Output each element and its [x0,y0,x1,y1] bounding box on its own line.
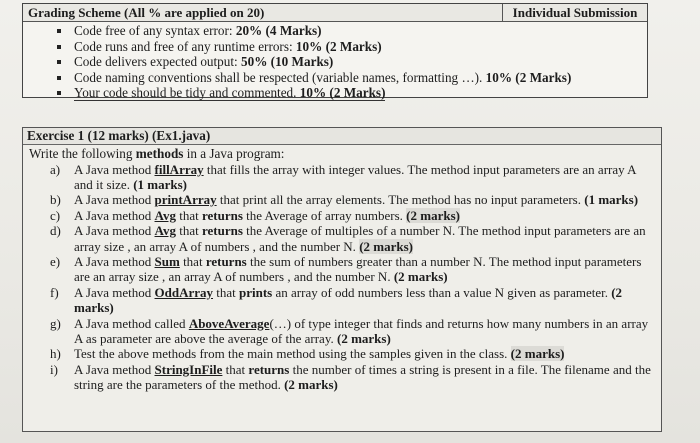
item-text: A Java method [74,361,155,377]
exercise-item-e [23,254,661,285]
method-name: StringInFile [154,361,223,377]
grading-item-text: Code delivers expected output: [74,54,241,70]
item-text: an array of odd numbers less than a value N given as parameter. [272,284,612,300]
grading-item [23,39,647,55]
item-letter: f) [50,284,59,300]
intro-bold: methods [135,146,184,161]
exercise-intro [23,145,661,162]
grading-list [23,22,647,101]
exercise-title: Exercise 1 (12 marks) (Ex1.java) [23,128,661,145]
item-marks: (2 marks) [74,284,623,316]
grading-item-marks: 20% (4 Marks) [235,23,322,38]
item-text: the Average of array numbers. [242,207,407,223]
item-letter: d) [50,223,61,239]
submission-type: Individual Submission [502,4,647,21]
method-name: Avg [154,223,176,239]
item-bold: returns [201,207,243,223]
bullet-icon [57,29,61,33]
exercise-item-c [23,208,661,223]
exercise-item-a [23,162,661,193]
method-name: AboveAverage [188,315,270,331]
grading-item-underlined [74,85,385,101]
exercise-item-h [23,346,661,361]
grading-header [23,4,647,22]
item-text: that fills the array with integer values. The method input parameters are an array A and it size. [74,161,636,192]
exercise-item-d [23,223,661,254]
bullet-icon [57,45,61,49]
item-marks: (2 marks) [406,207,460,223]
item-bold: returns [205,253,247,269]
bullet-icon [57,76,61,80]
grading-item-text: Code free of any syntax error: [74,23,236,38]
item-letter: b) [50,192,61,208]
grading-item [23,85,647,101]
grading-item-text: Code naming conventions shall be respected (variable names, formatting …). [74,69,486,85]
bullet-icon [57,60,61,64]
item-text: the sum of numbers greater than a number N. The method input parameters are an array size , an array A of numbers , and the number N. [74,253,642,285]
item-text: A Java method [74,207,155,223]
grading-title: Grading Scheme (All % are applied on 20) [28,5,265,20]
method-name: fillArray [154,161,204,177]
item-bold: returns [201,223,243,239]
item-marks: (1 marks) [584,192,639,208]
item-text: that [179,253,206,269]
grading-item-marks: 50% (10 Marks) [241,54,334,70]
item-bold: returns [248,361,290,377]
grading-item-marks: 10% (2 Marks) [295,38,382,54]
item-letter: a) [50,161,61,177]
bullet-icon [57,91,61,95]
exercise-item-b [23,192,661,207]
grading-item [23,54,647,70]
method-name: printArray [154,192,217,208]
method-name: OddArray [154,284,214,300]
item-bold: prints [239,284,273,300]
item-letter: i) [50,361,58,377]
item-letter: g) [50,315,61,331]
item-letter: h) [50,346,61,362]
item-text: A Java method called [74,315,189,331]
intro-text: Write the following [29,146,136,161]
item-marks: (2 marks) [359,238,413,254]
grading-scheme-box [22,3,648,101]
item-text: that [222,361,249,377]
item-marks: (2 marks) [393,269,448,285]
item-text: A Java method [74,284,155,300]
item-text: A Java method [74,161,155,177]
method-name: Avg [154,207,176,223]
exercise-box [22,127,662,432]
item-text: that [213,284,240,300]
grading-item-marks: 10% (2 Marks) [299,85,386,101]
item-text: A Java method [74,253,155,269]
item-text: that print all the array elements. The method has no input parameters. [216,192,585,208]
item-letter: e) [50,253,61,269]
exercise-list [23,162,661,393]
grading-item-text: Your code should be tidy and commented. [74,85,300,101]
item-marks: (2 marks) [284,377,338,393]
item-text: that [175,207,202,223]
item-marks: (2 marks) [510,346,565,362]
item-text: (…) of type integer that finds and returns how many numbers in an array A as parameter are above the average of the array. [74,315,649,346]
item-marks: (1 marks) [133,176,188,192]
method-name: Sum [154,253,180,269]
intro-text-end: in a Java program: [183,146,285,161]
grading-item [23,23,647,39]
item-text: the Average of multiples of a number N. The method input parameters are an array size , an array A of numbers , and the number N. [74,223,646,254]
item-text: Test the above methods from the main method using the samples given in the class. [74,346,511,362]
exercise-item-i [23,362,661,393]
grading-item [23,70,647,86]
item-text: A Java method [74,223,155,239]
item-letter: c) [50,207,61,223]
item-text: the number of times a string is present in a file. The filename and the string are the parameters of the method. [74,361,651,393]
grading-item-marks: 10% (2 Marks) [485,69,572,85]
item-text: that [175,223,202,239]
item-marks: (2 marks) [336,330,391,346]
exercise-item-g [23,316,661,347]
grading-item-text: Code runs and free of any runtime errors: [74,38,296,54]
item-text: A Java method [74,192,155,208]
exercise-item-f [23,285,661,316]
